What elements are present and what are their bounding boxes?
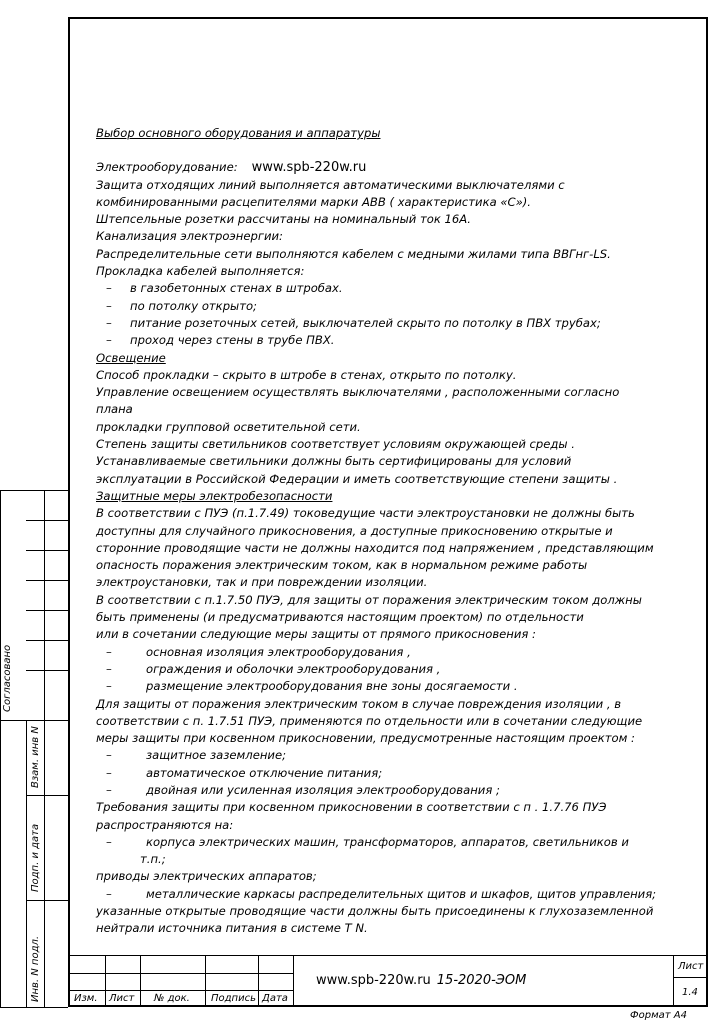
list-item: – автоматическое отключение питания;	[106, 765, 383, 780]
paragraph-line: Устанавливаемые светильники должны быть сертифицированы для условий	[96, 454, 572, 469]
list-item: – двойная или усиленная изоляция электрооборудования ;	[106, 782, 500, 797]
paragraph-line: указанные открытые проводящие части должны быть присоединены к глухозаземленной	[96, 904, 654, 919]
paragraph-line: Прокладка кабелей выполняется:	[96, 264, 305, 279]
website-link[interactable]: www.spb-220w.ru	[316, 973, 431, 988]
col-doc: № док.	[154, 993, 190, 1004]
list-item: – корпуса электрических машин, трансформаторов, аппаратов, светильников и	[106, 834, 629, 849]
side-border	[0, 490, 1, 1007]
paragraph-line: быть применены (и предусматриваются настоящим проектом) по отдельности	[96, 610, 584, 625]
side-divider	[26, 720, 27, 1007]
paragraph-line: опасность поражения электрическим током, как в нормальном режиме работы	[96, 558, 588, 573]
list-item: – защитное заземление;	[106, 748, 286, 763]
paragraph-line: приводы электрических аппаратов;	[96, 869, 317, 884]
paragraph-line: Управление освещением осуществлять выключателями , расположенными согласно	[96, 385, 620, 400]
website-link[interactable]: www.spb-220w.ru	[251, 160, 367, 176]
list-item: – размещение электрооборудования вне зоны досягаемости .	[106, 679, 518, 694]
paragraph-line: электроустановки, так и при повреждении изоляции.	[96, 575, 428, 590]
sheet-label: Лист	[678, 961, 704, 972]
paragraph-line: плана	[96, 402, 133, 417]
list-item-continuation: т.п.;	[140, 852, 166, 867]
paragraph-line: сторонние проводящие части не должны находится под напряжением , представляющим	[96, 540, 654, 555]
equipment-line	[96, 159, 696, 176]
list-item: – в газобетонных стенах в штробах.	[106, 281, 343, 296]
paragraph-line: Требования защиты при косвенном прикосновении в соответствии с п . 1.7.76 ПУЭ	[96, 800, 607, 815]
col-list: Лист	[109, 993, 135, 1004]
paragraph-line: Степень защиты светильников соответствует условиям окружающей среды .	[96, 437, 575, 452]
list-item: – питание розеточных сетей, выключателей скрыто по потолку в ПВХ трубах;	[106, 315, 601, 330]
paragraph-line: Распределительные сети выполняются кабелем с медными жилами типа ВВГнг-LS.	[96, 246, 611, 261]
paragraph-line: Защита отходящих линий выполняется автоматическими выключателями с	[96, 177, 565, 192]
document-body	[96, 125, 696, 938]
paragraph-line: соответствии с п. 1.7.51 ПУЭ, применяются по отдельности или в сочетании следующие	[96, 713, 643, 728]
col-izm: Изм.	[74, 993, 98, 1004]
title-block	[68, 955, 708, 1007]
safety-heading: Защитные меры электробезопасности	[96, 488, 333, 503]
paragraph-line: эксплуатации в Российской Федерации и иметь соответствующие степени защиты .	[96, 471, 618, 486]
format-label: Формат А4	[630, 1010, 687, 1021]
paragraph-line: доступны для случайного прикосновения, а доступные прикосновению открытые и	[96, 523, 613, 538]
list-item: – проход через стены в трубе ПВХ.	[106, 333, 335, 348]
paragraph-line: Штепсельные розетки рассчитаны на номинальный ток 16А.	[96, 212, 471, 227]
paragraph-line: меры защиты при косвенном прикосновении, предусмотренные настоящим проектом :	[96, 731, 635, 746]
section-heading: Выбор основного оборудования и аппаратуры	[96, 126, 381, 140]
side-stamp	[0, 490, 68, 1007]
equipment-label: Электрооборудование:	[96, 160, 238, 175]
agreed-label: Согласовано	[2, 644, 13, 712]
paragraph-line: Для защиты от поражения электрическим током в случае повреждения изоляции , в	[96, 696, 622, 711]
col-date: Дата	[262, 993, 288, 1004]
list-item: – ограждения и оболочки электрооборудования ,	[106, 661, 441, 676]
sign-date-label: Подп. и дата	[30, 823, 41, 892]
lighting-heading: Освещение	[96, 350, 166, 365]
paragraph-line: нейтрали источника питания в системе Т N.	[96, 921, 368, 936]
list-item: – основная изоляция электрооборудования ,	[106, 644, 411, 659]
list-item: – по потолку открыто;	[106, 298, 257, 313]
paragraph-line: распространяются на:	[96, 817, 234, 832]
sheet-number: 1.4	[682, 987, 698, 998]
paragraph-line: Способ прокладки – скрыто в штробе в стенах, открыто по потолку.	[96, 367, 517, 382]
paragraph-line: В соответствии с ПУЭ (п.1.7.49) токоведущие части электроустановки не должны быть	[96, 506, 635, 521]
side-divider	[44, 490, 45, 1007]
inv-orig-label: Инв. N подл.	[30, 935, 41, 1002]
list-item: – металлические каркасы распределительных щитов и шкафов, щитов управления;	[106, 886, 657, 901]
inv-replace-label: Взам. инв N	[30, 726, 41, 788]
paragraph-line: или в сочетании следующие меры защиты от прямого прикосновения :	[96, 627, 536, 642]
paragraph-line: комбинированными расцепителями марки АВВ ( характеристика «С»).	[96, 194, 531, 209]
paragraph-line: В соответствии с п.1.7.50 ПУЭ, для защиты от поражения электрическим током должны	[96, 592, 642, 607]
paragraph-line: Канализация электроэнергии:	[96, 229, 283, 244]
document-code: www.spb-220w.ru 15-2020-ЭОМ	[316, 973, 527, 988]
col-sign: Подпись	[211, 993, 256, 1004]
paragraph-line: прокладки групповой осветительной сети.	[96, 419, 361, 434]
